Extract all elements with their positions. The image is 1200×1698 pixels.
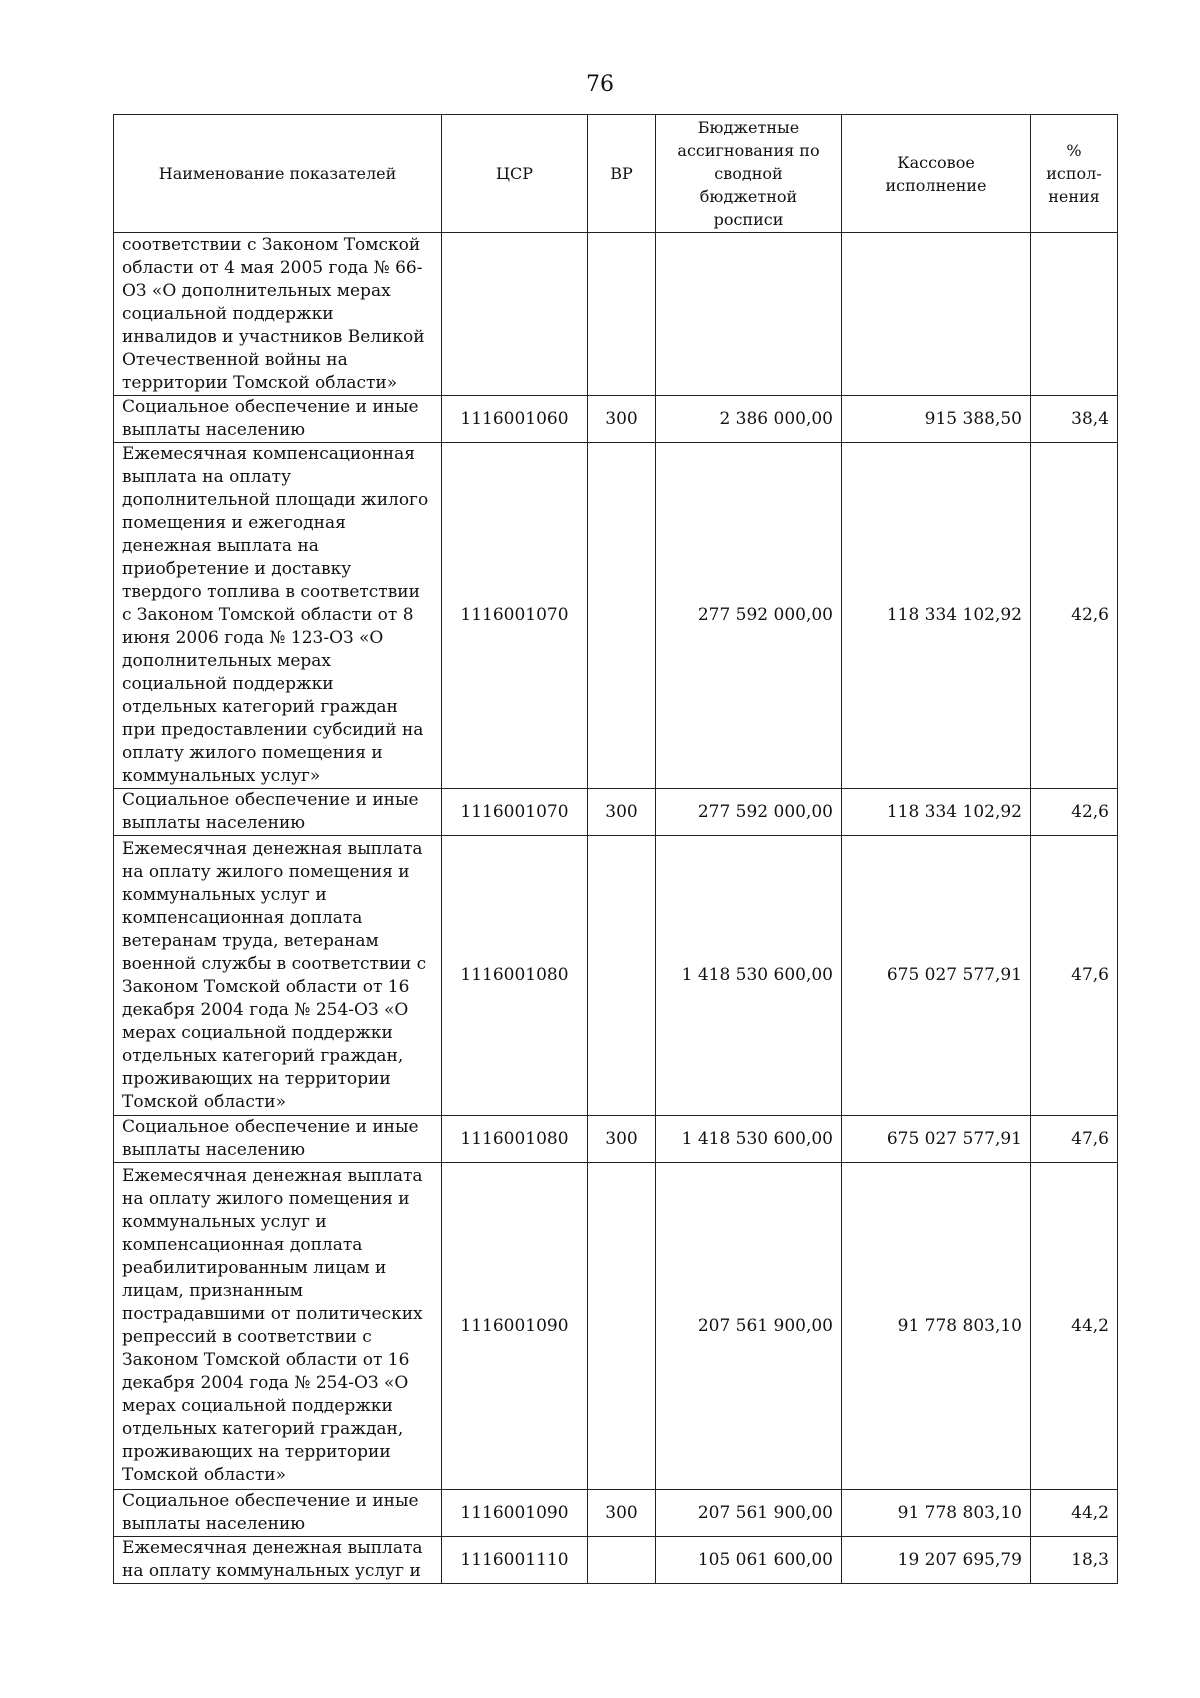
header-vr: ВР <box>588 115 656 233</box>
header-name: Наименование показателей <box>114 115 442 233</box>
cell-percent: 44,2 <box>1031 1490 1118 1537</box>
cell-cash <box>842 233 1031 396</box>
cell-cash: 91 778 803,10 <box>842 1163 1031 1490</box>
cell-csr: 1116001090 <box>442 1490 588 1537</box>
cell-vr: 300 <box>588 789 656 836</box>
cell-vr <box>588 1537 656 1584</box>
cell-vr <box>588 836 656 1116</box>
cell-percent: 38,4 <box>1031 396 1118 443</box>
table-row <box>114 1490 1118 1537</box>
table-row <box>114 443 1118 789</box>
cell-vr: 300 <box>588 1490 656 1537</box>
cell-budget: 277 592 000,00 <box>656 789 842 836</box>
cell-name: Ежемесячная денежная выплата на оплату коммунальных услуг и <box>114 1537 442 1584</box>
table-row <box>114 789 1118 836</box>
cell-cash: 915 388,50 <box>842 396 1031 443</box>
cell-budget: 1 418 530 600,00 <box>656 836 842 1116</box>
table-row <box>114 396 1118 443</box>
header-cash: Кассовое исполнение <box>842 115 1031 233</box>
cell-csr: 1116001110 <box>442 1537 588 1584</box>
cell-budget: 277 592 000,00 <box>656 443 842 789</box>
cell-cash: 19 207 695,79 <box>842 1537 1031 1584</box>
table-header <box>114 115 1118 233</box>
cell-name: Социальное обеспечение и иные выплаты населению <box>114 1490 442 1537</box>
cell-name: Ежемесячная денежная выплата на оплату жилого помещения и коммунальных услуг и компенсационная доплата ветеранам труда, ветеранам военной службы в соответствии с Законом Томской области от 16 декабря 2004 года № 254-ОЗ «О мерах социальной поддержки отдельных категорий граждан, проживающих на территории Томской области» <box>114 836 442 1116</box>
cell-vr <box>588 1163 656 1490</box>
cell-budget <box>656 233 842 396</box>
table-row <box>114 1537 1118 1584</box>
table-row <box>114 836 1118 1116</box>
cell-name: соответствии с Законом Томской области от 4 мая 2005 года № 66-ОЗ «О дополнительных мерах социальной поддержки инвалидов и участников Великой Отечественной войны на территории Томской области» <box>114 233 442 396</box>
cell-budget: 207 561 900,00 <box>656 1163 842 1490</box>
cell-percent: 18,3 <box>1031 1537 1118 1584</box>
page-number: 76 <box>586 72 614 97</box>
cell-csr: 1116001060 <box>442 396 588 443</box>
header-budget: Бюджетные ассигнования по сводной бюджетной росписи <box>656 115 842 233</box>
table-body <box>114 233 1118 1584</box>
cell-percent: 47,6 <box>1031 836 1118 1116</box>
cell-name: Социальное обеспечение и иные выплаты населению <box>114 789 442 836</box>
cell-cash: 118 334 102,92 <box>842 789 1031 836</box>
cell-csr: 1116001090 <box>442 1163 588 1490</box>
cell-name: Ежемесячная компенсационная выплата на оплату дополнительной площади жилого помещения и ежегодная денежная выплата на приобретение и доставку твердого топлива в соответствии с Законом Томской области от 8 июня 2006 года № 123-ОЗ «О дополнительных мерах социальной поддержки отдельных категорий граждан при предоставлении субсидий на оплату жилого помещения и коммунальных услуг» <box>114 443 442 789</box>
header-percent: % испол-нения <box>1031 115 1118 233</box>
cell-name: Социальное обеспечение и иные выплаты населению <box>114 1116 442 1163</box>
cell-percent: 44,2 <box>1031 1163 1118 1490</box>
cell-csr: 1116001080 <box>442 836 588 1116</box>
cell-csr: 1116001070 <box>442 789 588 836</box>
cell-budget: 105 061 600,00 <box>656 1537 842 1584</box>
cell-budget: 207 561 900,00 <box>656 1490 842 1537</box>
cell-name: Ежемесячная денежная выплата на оплату жилого помещения и коммунальных услуг и компенсационная доплата реабилитированным лицам и лицам, признанным пострадавшими от политических репрессий в соответствии с Законом Томской области от 16 декабря 2004 года № 254-ОЗ «О мерах социальной поддержки отдельных категорий граждан, проживающих на территории Томской области» <box>114 1163 442 1490</box>
cell-vr: 300 <box>588 396 656 443</box>
cell-cash: 91 778 803,10 <box>842 1490 1031 1537</box>
cell-cash: 675 027 577,91 <box>842 1116 1031 1163</box>
cell-percent <box>1031 233 1118 396</box>
cell-percent: 42,6 <box>1031 443 1118 789</box>
table-row <box>114 1163 1118 1490</box>
header-csr: ЦСР <box>442 115 588 233</box>
cell-csr: 1116001070 <box>442 443 588 789</box>
cell-vr: 300 <box>588 1116 656 1163</box>
cell-vr <box>588 233 656 396</box>
budget-execution-table <box>113 114 1118 1584</box>
cell-vr <box>588 443 656 789</box>
header-row <box>114 115 1118 233</box>
cell-percent: 42,6 <box>1031 789 1118 836</box>
table-row <box>114 1116 1118 1163</box>
cell-csr <box>442 233 588 396</box>
cell-cash: 118 334 102,92 <box>842 443 1031 789</box>
cell-csr: 1116001080 <box>442 1116 588 1163</box>
cell-cash: 675 027 577,91 <box>842 836 1031 1116</box>
table-row <box>114 233 1118 396</box>
cell-percent: 47,6 <box>1031 1116 1118 1163</box>
cell-budget: 1 418 530 600,00 <box>656 1116 842 1163</box>
cell-budget: 2 386 000,00 <box>656 396 842 443</box>
cell-name: Социальное обеспечение и иные выплаты населению <box>114 396 442 443</box>
